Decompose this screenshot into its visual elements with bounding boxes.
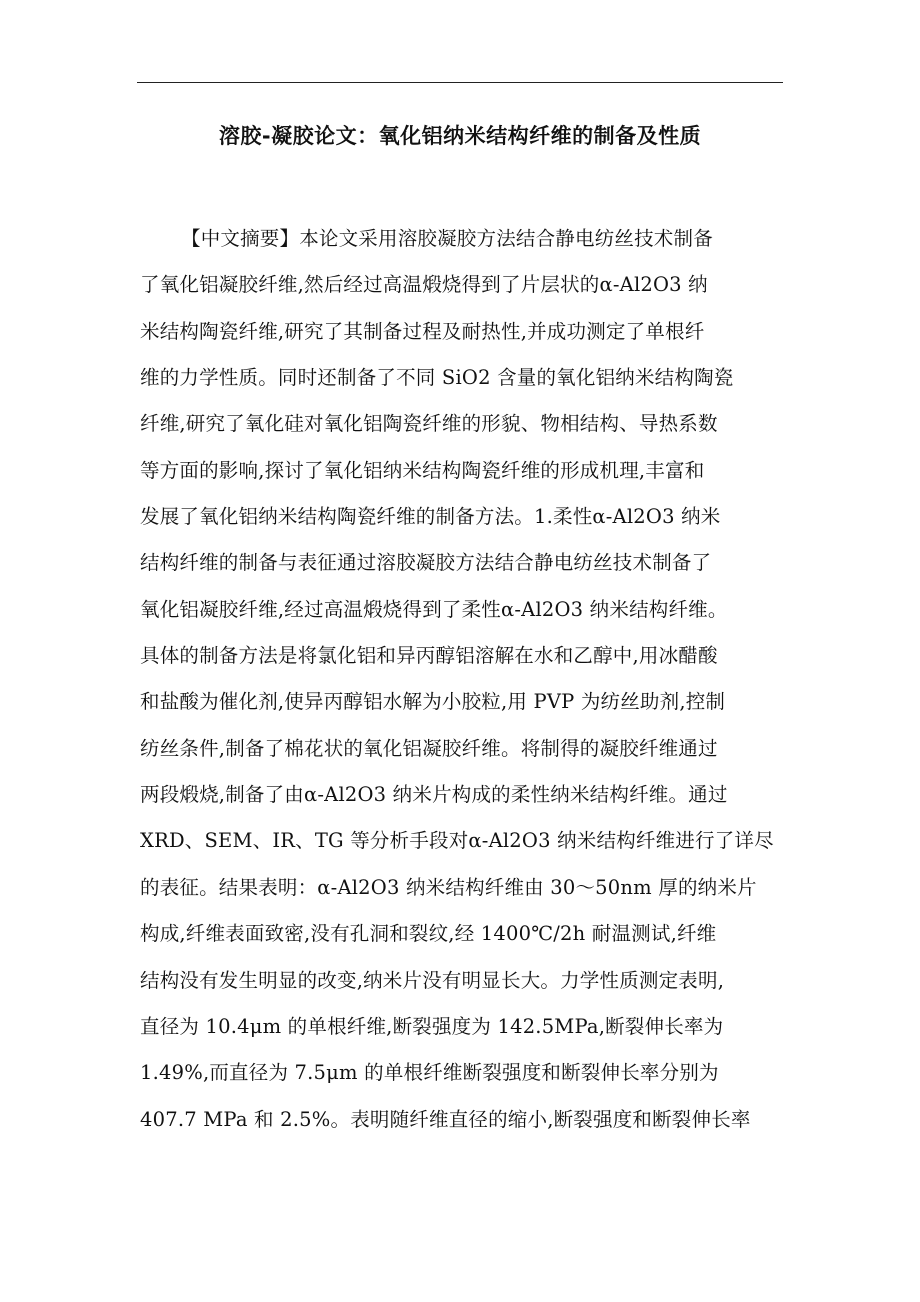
body-line: 两段煅烧,制备了由α-Al2O3 纳米片构成的柔性纳米结构纤维。通过	[140, 783, 728, 807]
body-line: 维的力学性质。同时还制备了不同 SiO2 含量的氧化铝纳米结构陶瓷	[140, 366, 734, 390]
body-line: 【中文摘要】本论文采用溶胶凝胶方法结合静电纺丝技术制备	[181, 227, 713, 250]
abstract-body	[140, 216, 800, 1143]
body-line: 直径为 10.4μm 的单根纤维,断裂强度为 142.5MPa,断裂伸长率为	[140, 1014, 724, 1038]
body-line: 等方面的影响,探讨了氧化铝纳米结构陶瓷纤维的形成机理,丰富和	[140, 458, 705, 482]
document-title: 溶胶-凝胶论文：氧化铝纳米结构纤维的制备及性质	[218, 124, 702, 148]
body-line: 1.49%,而直径为 7.5μm 的单根纤维断裂强度和断裂伸长率分别为	[140, 1061, 719, 1085]
body-line: 了氧化铝凝胶纤维,然后经过高温煅烧得到了片层状的α-Al2O3 纳	[140, 273, 708, 297]
body-line: 纤维,研究了氧化硅对氧化铝陶瓷纤维的形貌、物相结构、导热系数	[140, 412, 718, 436]
body-line: 结构纤维的制备与表征通过溶胶凝胶方法结合静电纺丝技术制备了	[140, 551, 712, 575]
body-line: 发展了氧化铝纳米结构陶瓷纤维的制备方法。1.柔性α-Al2O3 纳米	[140, 505, 721, 529]
body-line: 结构没有发生明显的改变,纳米片没有明显长大。力学性质测定表明,	[140, 968, 725, 992]
body-line: 氧化铝凝胶纤维,经过高温煅烧得到了柔性α-Al2O3 纳米结构纤维。	[140, 597, 728, 621]
body-line: 407.7 MPa 和 2.5%。表明随纤维直径的缩小,断裂强度和断裂伸长率	[140, 1107, 751, 1131]
header-rule	[137, 82, 783, 83]
body-line: 构成,纤维表面致密,没有孔洞和裂纹,经 1400℃/2h 耐温测试,纤维	[140, 922, 717, 946]
body-line: 的表征。结果表明：α-Al2O3 纳米结构纤维由 30～50nm 厚的纳米片	[140, 875, 757, 899]
body-line: 米结构陶瓷纤维,研究了其制备过程及耐热性,并成功测定了单根纤	[140, 319, 705, 343]
body-line: XRD、SEM、IR、TG 等分析手段对α-Al2O3 纳米结构纤维进行了详尽	[140, 829, 774, 853]
body-line: 具体的制备方法是将氯化铝和异丙醇铝溶解在水和乙醇中,用冰醋酸	[140, 644, 718, 668]
body-line: 和盐酸为催化剂,使异丙醇铝水解为小胶粒,用 PVP 为纺丝助剂,控制	[140, 690, 726, 714]
body-line: 纺丝条件,制备了棉花状的氧化铝凝胶纤维。将制得的凝胶纤维通过	[140, 736, 718, 760]
